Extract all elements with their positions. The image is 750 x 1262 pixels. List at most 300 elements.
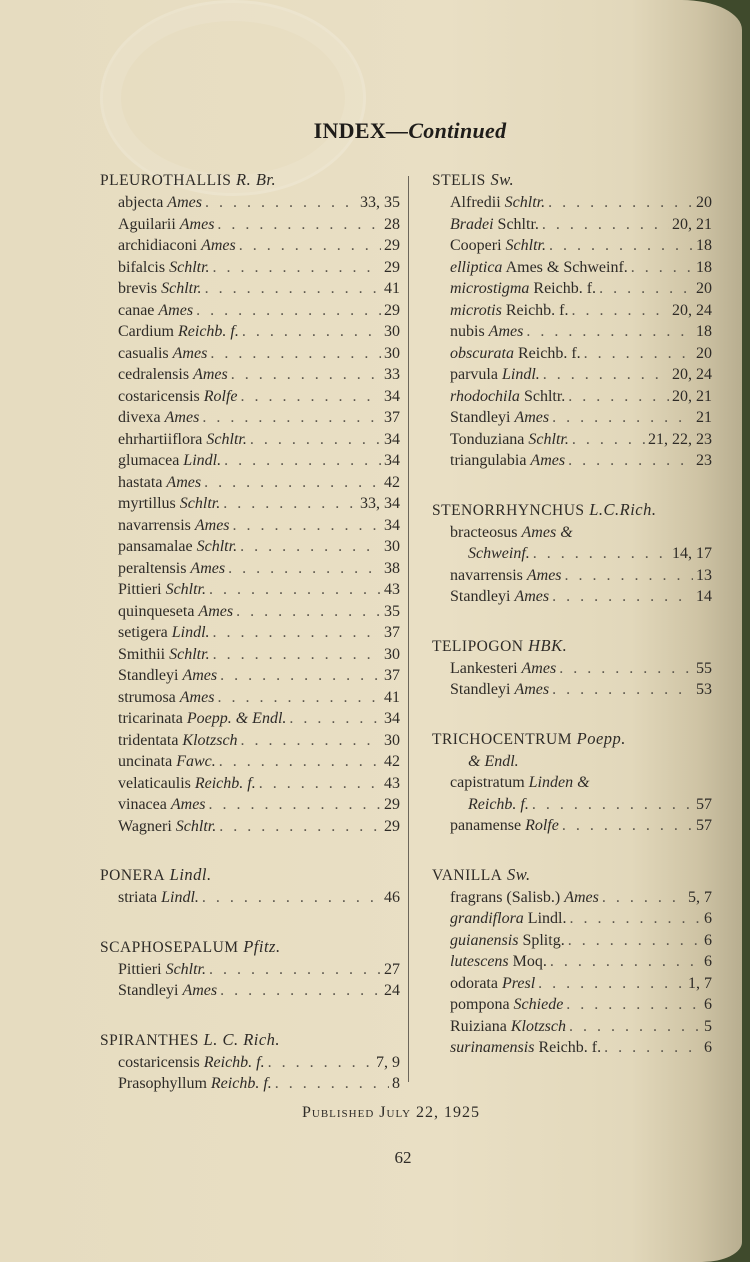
index-entry (432, 300, 712, 322)
index-entry (432, 1016, 712, 1038)
page-reference: 53 (696, 681, 712, 698)
species-label (450, 994, 563, 1016)
index-entry (100, 364, 400, 386)
species-author: Ames (521, 659, 557, 677)
leader-dots (241, 730, 381, 752)
leader-dots (213, 622, 381, 644)
leader-dots (242, 321, 381, 343)
species-author: Ames (564, 888, 599, 906)
species-author: Reichb. f. (194, 774, 256, 792)
page-reference: 29 (384, 237, 400, 254)
page-reference: 34 (384, 387, 400, 405)
species-name: ehrhartiiflora (118, 430, 203, 448)
page-reference: 43 (384, 774, 400, 792)
species-label (118, 192, 202, 214)
species-label (450, 278, 596, 300)
genus-author: Sw. (507, 864, 531, 884)
species-label (450, 658, 556, 680)
species-author: Moq. (512, 953, 547, 970)
species-author: Schltr. (196, 538, 238, 555)
page-reference: 29 (384, 258, 400, 276)
species-author: Schltr. (179, 495, 221, 512)
embossed-seal (100, 0, 366, 196)
genus-author: R. Br. (235, 170, 277, 189)
page-reference: 55 (696, 659, 712, 677)
species-name: navarrensis (450, 566, 523, 584)
species-name: costaricensis (118, 387, 200, 405)
leader-dots (233, 515, 381, 537)
leader-dots (205, 192, 357, 214)
page-reference: 57 (696, 795, 712, 813)
species-author-prefix: (Salisb.) (506, 888, 561, 906)
index-entry (100, 300, 400, 322)
index-entry (432, 772, 712, 794)
page-reference: 33 (384, 366, 400, 383)
index-entry (432, 386, 712, 408)
species-author: Fawc. (176, 753, 216, 770)
leader-dots (250, 429, 381, 451)
index-entry (432, 429, 712, 451)
genus-author2: & Endl. (468, 752, 519, 770)
species-label (118, 558, 225, 580)
species-label (450, 450, 565, 472)
genus-heading (432, 169, 712, 192)
page-reference: 29 (384, 301, 400, 319)
species-author: Schltr. (523, 387, 566, 405)
species-label (118, 887, 199, 909)
genus-author-continued (432, 751, 712, 773)
page-reference: 7, 9 (376, 1053, 400, 1071)
species-name: Tonduziana (450, 430, 525, 448)
species-label (118, 407, 199, 429)
leader-dots (209, 959, 381, 981)
species-label (118, 257, 210, 279)
species-name: abjecta (118, 194, 164, 211)
species-author: Reichb. f. (538, 1039, 602, 1056)
genus-gap (100, 837, 400, 864)
species-name: archidiaconi (118, 237, 198, 254)
species-name: grandiflora (450, 910, 524, 927)
species-name: fragrans (450, 888, 503, 906)
page-reference: 6 (704, 910, 712, 927)
leader-dots (239, 235, 381, 257)
species-author: Reichb. f. (203, 1053, 265, 1071)
species-label (118, 515, 230, 537)
index-entry (100, 665, 400, 687)
leader-dots (219, 751, 381, 773)
leader-dots (631, 257, 693, 279)
page-reference: 34 (384, 516, 400, 534)
page-reference: 46 (384, 889, 400, 906)
species-author: Ames (158, 301, 194, 319)
species-author: Poepp. & Endl. (186, 710, 287, 727)
genus-gap (100, 1002, 400, 1029)
index-entry (100, 278, 400, 300)
species-name: quinqueseta (118, 602, 195, 620)
species-name: pompona (450, 996, 510, 1013)
species-label (450, 300, 569, 322)
page-reference: 6 (704, 931, 712, 949)
index-entry (100, 536, 400, 558)
species-label (450, 565, 562, 587)
index-entry (432, 450, 712, 472)
species-name: myrtillus (118, 495, 176, 512)
leader-dots (599, 278, 693, 300)
publication-line (0, 1104, 742, 1122)
leader-dots (566, 994, 701, 1016)
genus-gap (432, 837, 712, 864)
title-continued: —Continued (386, 118, 507, 143)
genus-name: STENORRHYNCHUS (432, 501, 585, 519)
species-name: uncinata (118, 753, 173, 770)
genus-heading (100, 936, 400, 959)
species-label (450, 679, 549, 701)
species-author: Schltr. (169, 645, 210, 663)
species-author: Ames (198, 602, 234, 620)
index-entry (432, 1037, 712, 1059)
index-entry (432, 565, 712, 587)
species-author: Klotzsch (510, 1017, 566, 1035)
index-entry (100, 730, 400, 752)
page-reference: 33, 35 (360, 194, 400, 211)
genus-heading (432, 864, 712, 887)
species-name: tricarinata (118, 710, 183, 727)
species-label (450, 235, 546, 257)
genus-name: TRICHOCENTRUM (432, 730, 572, 748)
leader-dots (240, 536, 381, 558)
leader-dots (202, 407, 381, 429)
genus-name: SPIRANTHES (100, 1031, 199, 1049)
species-label (450, 386, 565, 408)
species-name: triangulabia (450, 452, 527, 469)
species-name: bracteosus (450, 523, 518, 541)
page-reference: 20 (696, 280, 712, 297)
page-reference: 6 (704, 953, 712, 970)
index-entry (432, 887, 712, 909)
species-name: elliptica (450, 258, 503, 276)
species-label (450, 257, 628, 279)
species-name: pansamalae (118, 538, 193, 555)
genus-heading (100, 1029, 400, 1052)
species-name: Pittieri (118, 581, 162, 598)
species-name: Smithii (118, 645, 166, 663)
leader-dots (210, 343, 381, 365)
leader-dots (223, 493, 357, 515)
leader-dots (538, 973, 685, 995)
species-label (118, 235, 236, 257)
page-reference: 5 (704, 1017, 712, 1035)
index-entry (100, 980, 400, 1002)
page-reference: 34 (384, 710, 400, 727)
index-entry (100, 1073, 400, 1095)
leader-dots (204, 472, 381, 494)
genus-heading (432, 635, 712, 658)
leader-dots (259, 773, 381, 795)
species-author: Schltr. (504, 194, 546, 211)
index-entry (100, 515, 400, 537)
species-name: lutescens (450, 953, 509, 970)
species-name: peraltensis (118, 559, 187, 577)
species-label (118, 493, 220, 515)
species-label (450, 930, 565, 952)
species-author: Linden & (528, 774, 590, 791)
leader-dots (568, 930, 701, 952)
index-entry (432, 815, 712, 837)
index-entry (432, 973, 712, 995)
index-entry (100, 959, 400, 981)
genus-author: Sw. (490, 170, 515, 189)
page-reference: 23 (696, 452, 712, 469)
page-reference: 1, 7 (688, 974, 712, 992)
leader-dots (217, 687, 381, 709)
leader-dots (550, 951, 701, 973)
page-reference: 34 (384, 430, 400, 448)
leader-dots (569, 1016, 701, 1038)
species-label (118, 214, 214, 236)
index-entry (100, 493, 400, 515)
species-name: Standleyi (450, 681, 511, 698)
page-reference: 30 (384, 344, 400, 362)
index-entry (100, 708, 400, 730)
species-name: Cooperi (450, 237, 502, 254)
species-author: Reichb. f. (518, 344, 581, 362)
species-author: Ames & (521, 523, 573, 541)
species-author: Ames (164, 409, 200, 426)
species-author2: Reichb. f. (468, 795, 529, 813)
species-name: surinamensis (450, 1039, 535, 1056)
species-author: Ames (167, 194, 202, 211)
species-author2: Schweinf. (468, 545, 530, 562)
species-author: Klotzsch (182, 731, 238, 749)
genus-author: Lindl. (169, 865, 212, 884)
index-entry (432, 235, 712, 257)
index-entry (100, 644, 400, 666)
index-entry (100, 214, 400, 236)
leader-dots (568, 386, 669, 408)
index-entry (432, 994, 712, 1016)
species-label (118, 773, 256, 795)
leader-dots (526, 321, 693, 343)
index-entry (432, 192, 712, 214)
species-author: Reichb. f. (505, 301, 569, 319)
species-author: Ames (172, 344, 208, 362)
leader-dots (543, 364, 669, 386)
page-reference: 21, 22, 23 (648, 430, 712, 448)
index-entry (100, 343, 400, 365)
page-reference: 18 (696, 323, 712, 340)
page-reference: 14, 17 (672, 545, 712, 562)
species-author: Ames (166, 473, 202, 491)
index-entry (432, 278, 712, 300)
index-entry (432, 951, 712, 973)
page-reference: 38 (384, 559, 400, 577)
genus-author: L.C.Rich. (589, 499, 657, 519)
species-name: bifalcis (118, 258, 166, 276)
species-name: panamense (450, 817, 522, 834)
genus-heading (100, 169, 400, 192)
page-reference: 13 (696, 566, 712, 584)
index-entry (100, 622, 400, 644)
page-reference: 30 (384, 645, 400, 663)
leader-dots (552, 679, 693, 701)
index-entry (100, 816, 400, 838)
species-author: Schltr. (528, 430, 569, 448)
species-name: rhodochila (450, 387, 520, 405)
index-entry (100, 235, 400, 257)
page-reference: 5, 7 (688, 888, 712, 906)
species-label (118, 980, 217, 1002)
index-entry (432, 586, 712, 608)
column-divider (408, 176, 409, 1082)
species-name: Prasophyllum (118, 1075, 207, 1092)
page-reference: 18 (696, 237, 712, 254)
leader-dots (219, 816, 381, 838)
page-reference: 57 (696, 817, 712, 834)
species-label (450, 1037, 601, 1059)
species-label (118, 1073, 272, 1095)
leader-dots (196, 300, 381, 322)
page-reference: 20 (696, 344, 712, 362)
species-name: costaricensis (118, 1053, 200, 1071)
species-author: Ames (514, 681, 550, 698)
species-label (118, 300, 193, 322)
leader-dots (268, 1052, 373, 1074)
index-entry (100, 579, 400, 601)
species-name: Standleyi (450, 409, 511, 426)
species-label (118, 622, 210, 644)
species-name: Wagneri (118, 817, 172, 835)
page-reference: 20, 24 (672, 301, 712, 319)
species-author: Lindl. (171, 624, 210, 641)
species-author: Schltr. (165, 581, 207, 598)
species-name: tridentata (118, 731, 179, 749)
species-label (118, 278, 202, 300)
species-name: Bradei (450, 215, 494, 233)
genus-author: Pfitz. (243, 936, 281, 956)
index-entry (100, 887, 400, 909)
page-reference: 37 (384, 624, 400, 641)
genus-name: TELIPOGON (432, 637, 524, 655)
species-name: casualis (118, 344, 169, 362)
index-entry (432, 257, 712, 279)
leader-dots (220, 980, 381, 1002)
species-name: Pittieri (118, 960, 162, 978)
page-reference: 21 (696, 409, 712, 426)
leader-dots (572, 429, 645, 451)
genus-name: VANILLA (432, 866, 503, 884)
species-author: Presl (501, 974, 536, 992)
page-reference: 20 (696, 194, 712, 211)
species-label (450, 321, 523, 343)
page-reference: 37 (384, 667, 400, 684)
page-reference: 42 (384, 753, 400, 770)
leader-dots (220, 665, 381, 687)
species-name: Standleyi (450, 588, 511, 605)
species-label (118, 687, 214, 709)
species-label (118, 816, 216, 838)
leader-dots (533, 543, 669, 565)
species-label (118, 644, 210, 666)
species-label (118, 343, 207, 365)
leader-dots (231, 364, 381, 386)
species-name: odorata (450, 974, 498, 992)
genus-name: PLEUROTHALLIS (100, 172, 232, 189)
leader-dots (275, 1073, 389, 1095)
index-entry (100, 472, 400, 494)
species-label (118, 794, 206, 816)
genus-heading (432, 728, 712, 751)
species-author: Lindl. (501, 366, 540, 383)
index-entry (432, 407, 712, 429)
species-name: cedralensis (118, 366, 190, 383)
genus-name: STELIS (432, 172, 486, 189)
species-name: Alfredii (450, 194, 501, 211)
leader-dots (604, 1037, 701, 1059)
species-name: striata (118, 889, 158, 906)
leader-dots (552, 407, 693, 429)
species-author: Lindl. (527, 910, 567, 927)
genus-gap (432, 701, 712, 728)
index-entry (432, 364, 712, 386)
species-label (450, 343, 581, 365)
species-author: Schltr. (169, 258, 210, 276)
species-label (118, 364, 228, 386)
index-entry (432, 343, 712, 365)
species-author: Ames (182, 667, 218, 684)
species-name: strumosa (118, 688, 176, 706)
species-label (450, 908, 566, 930)
species-author: Reichb. f. (533, 280, 597, 297)
species-author: Schltr. (505, 237, 546, 254)
species-author: Reichb. f. (210, 1075, 272, 1092)
index-entry (432, 321, 712, 343)
page-reference: 30 (384, 538, 400, 555)
species-name: Standleyi (118, 667, 179, 684)
species-label (450, 192, 545, 214)
species-label (118, 321, 239, 343)
page-reference: 27 (384, 960, 400, 978)
species-label (118, 751, 216, 773)
index-entry-continued (432, 794, 712, 816)
species-author: Lindl. (183, 452, 222, 469)
index-entry (100, 601, 400, 623)
species-label (450, 951, 547, 973)
species-name: microstigma (450, 280, 530, 297)
page-reference: 18 (696, 258, 712, 276)
leader-dots (542, 214, 669, 236)
page-reference: 34 (384, 452, 400, 469)
page-reference: 24 (384, 982, 400, 999)
species-label (450, 429, 569, 451)
genus-gap (432, 472, 712, 499)
species-author: Schltr. (165, 960, 207, 978)
index-entry (100, 773, 400, 795)
page-reference: 30 (384, 323, 400, 340)
page-reference: 33, 34 (360, 495, 400, 512)
leader-dots (602, 887, 685, 909)
species-author: Rolfe (203, 387, 238, 405)
species-author: Ames (179, 688, 215, 706)
species-name: parvula (450, 366, 498, 383)
page-reference: 20, 21 (672, 215, 712, 233)
species-author: Ames & Schweinf. (505, 258, 628, 276)
species-label (450, 1016, 566, 1038)
species-author: Schltr. (497, 215, 539, 233)
page-number: 62 (394, 1148, 412, 1167)
index-entry (100, 1052, 400, 1074)
species-name: Standleyi (118, 982, 179, 999)
genus-heading (100, 864, 400, 887)
